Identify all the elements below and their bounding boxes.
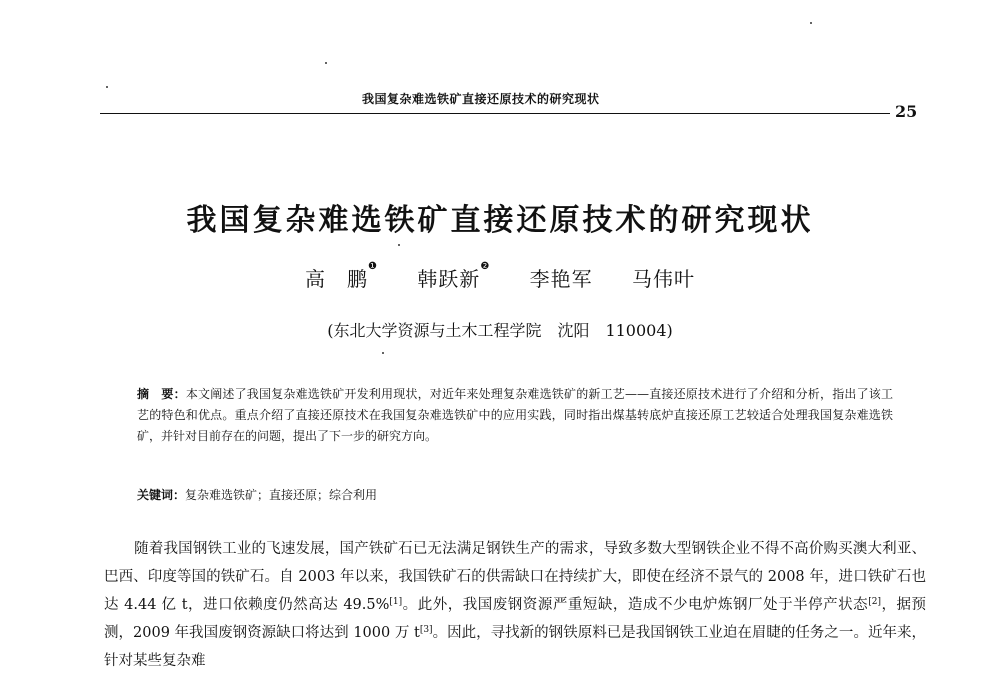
author-footnote-mark: ❷ xyxy=(480,261,491,272)
citation-ref: [3] xyxy=(419,625,433,635)
header-rule xyxy=(100,113,890,114)
keywords-label: 关键词： xyxy=(137,488,186,502)
page-number: 25 xyxy=(895,102,918,121)
article-title: 我国复杂难选铁矿直接还原技术的研究现状 xyxy=(186,203,814,238)
body-text-segment: 。因此，寻找新的钢铁原料已是我国钢铁工业迫在眉睫的任务之一。近年来，针对某些复杂难 xyxy=(104,625,926,669)
author-name: 高 鹏 xyxy=(304,267,368,291)
scan-speck xyxy=(398,244,400,246)
author xyxy=(530,263,593,292)
author-list xyxy=(0,263,1000,292)
author-affiliation: (东北大学资源与土木工程学院 沈阳 110004) xyxy=(327,321,673,340)
body-text-segment: 。此外，我国废钢资源严重短缺，造成不少电炉炼钢厂处于半停产状态 xyxy=(402,597,869,613)
body-paragraph xyxy=(104,535,926,675)
scan-speck xyxy=(810,22,812,24)
scan-speck xyxy=(382,352,384,354)
abstract-label: 摘 要： xyxy=(137,387,186,401)
keywords-text: 复杂难选铁矿；直接还原；综合利用 xyxy=(185,488,378,502)
author-name: 李艳军 xyxy=(529,267,593,291)
abstract xyxy=(137,384,893,447)
scan-speck xyxy=(325,62,327,64)
author xyxy=(632,263,695,292)
body-text-segment: 随着我国钢铁工业的飞速发展，国产铁矿石已无法满足钢铁生产的需求，导致多数大型钢铁企业不得不高价购买澳大利亚、巴西、印度等国的铁矿石。自 2003 年以来，我国铁矿石的供需缺口在持续扩大，即使在经济不景气的 2008 年，进口铁矿石也达 4.44 亿 t，进口依赖度仍然高达 49.5% xyxy=(104,541,926,613)
author-footnote-mark: ❶ xyxy=(367,261,378,272)
abstract-text: 本文阐述了我国复杂难选铁矿开发利用现状，对近年来处理复杂难选铁矿的新工艺——直接还原技术进行了介绍和分析，指出了该工艺的特色和优点。重点介绍了直接还原技术在我国复杂难选铁矿中的应用实践，同时指出煤基转底炉直接还原工艺较适合处理我国复杂难选铁矿，并针对目前存在的问题，提出了下一步的研究方向。 xyxy=(137,387,893,443)
body-text-segment: ，据预测，2009 年我国废钢资源缺口将达到 1000 万 t xyxy=(104,597,927,641)
citation-ref: [2] xyxy=(868,597,881,607)
author-name: 韩跃新 xyxy=(417,267,481,291)
author-name: 马伟叶 xyxy=(632,267,695,291)
author xyxy=(417,263,490,292)
running-header: 我国复杂难选铁矿直接还原技术的研究现状 xyxy=(362,92,600,106)
scan-speck xyxy=(106,86,108,88)
author xyxy=(305,263,378,292)
citation-ref: [1] xyxy=(389,597,403,607)
keywords xyxy=(137,485,893,505)
